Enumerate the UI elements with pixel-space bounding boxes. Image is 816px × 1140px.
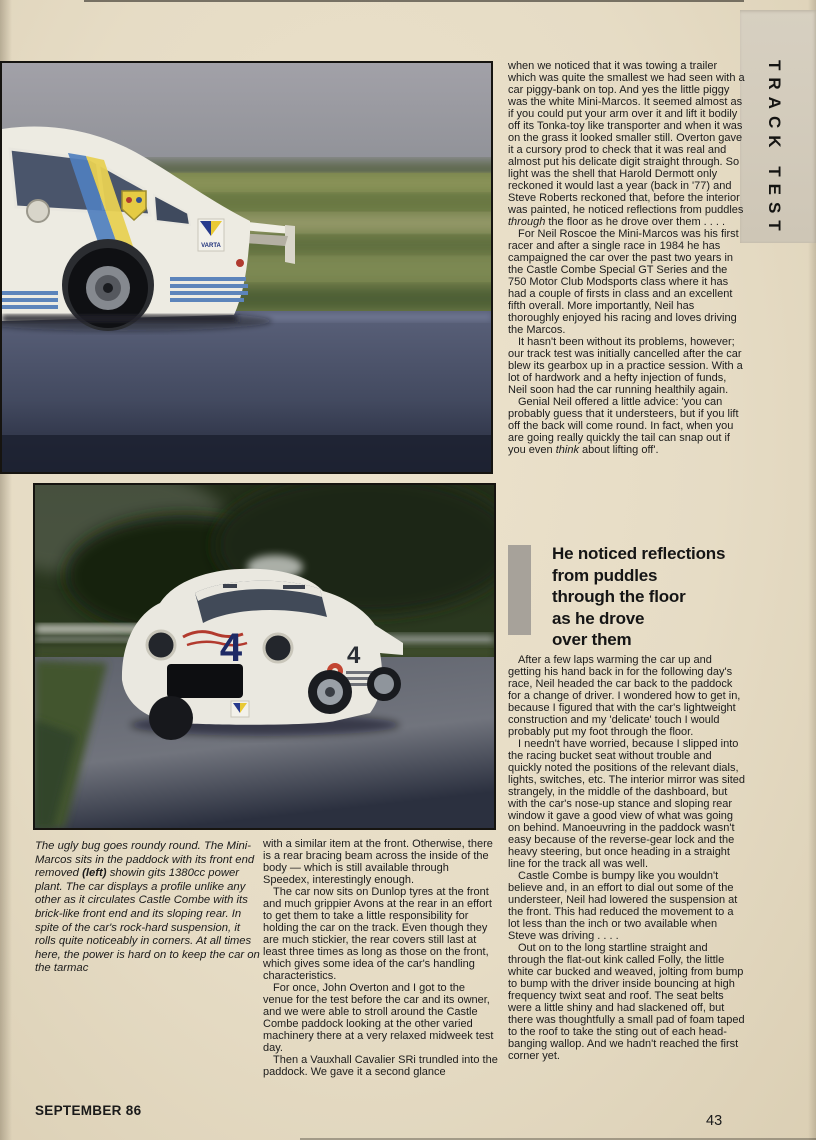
text-segment: The car now sits on Dunlop tyres at the front and much grippier Avons at the rear in an effort to get them to take a little responsibility for holding the car on the track. Even though they are much stickier, the rear covers still last at least three times as long as those on the front, which gives some idea of the car's handling characteristics. [263,886,492,982]
pull-quote-line: as he drove [552,608,645,628]
footer-issue-date: SEPTEMBER 86 [35,1103,142,1118]
text-segment: Castle Combe is bumpy like you wouldn't believe and, in an effort to dial out some of the understeer, Neil had lowered the suspension at the front. This had reduced the movement to a lot less than the inch or two available when Steve was driving . . . . [508,870,738,942]
wing-endplate [285,225,295,264]
text-segment: think [555,444,579,456]
photo-caption [35,840,260,976]
paragraph [508,60,746,228]
text-segment: Then a Vauxhall Cavalier SRi trundled into the paddock. We gave it a second glance [263,1054,498,1078]
pull-quote-line: through the floor [552,587,686,606]
varta-nose-sticker [231,701,249,717]
small-round-sticker [236,259,244,267]
rim-rear-right [374,674,394,694]
paragraph [508,228,746,336]
paragraph [508,870,746,942]
pull-quote-line: from puddles [552,565,658,585]
text-segment: about lifting off'. [578,444,659,456]
page-edge-top [84,0,744,2]
filler-cap [27,200,49,222]
track-test-label: TRACK TEST [765,60,784,238]
hub-front-right [325,687,335,697]
pull-quote-line: over them [552,630,632,649]
paragraph [508,336,746,396]
paragraph [508,738,746,870]
track-shadow-band [2,435,491,472]
text-segment: showin gits 1380cc power plant. The car displays a profile unlike any other as it circulates Castle Combe with its brick-like front end and its sloping rear. In spite of the car's rock-hard suspension, it rolls quite noticeably in corners. At all times here, the power is hard on to keep the car on the tarmac [35,867,260,975]
photo-top-art [2,63,491,472]
hub [103,283,113,293]
text-segment: (left) [82,867,107,880]
paragraph [263,982,498,1054]
badge-detail [126,197,132,203]
pull-quote-line: He noticed reflections [552,544,726,563]
sunstrip-text-mark [223,584,237,588]
text-segment: I needn't have worried, because I slipped into the racing bucket seat without trouble and quickly noted the positions of the relevant dials, lights, switches, etc. The interior mirror was sited strangely, in the middle of the dashboard, but with the car's nose-up stance and sloping rear window it gave a good view of what was going on behind. Manoeuvring in the paddock wasn't easy because of the reverse-gear lock and the heavy steering, but once heading in a straight line for the track all was well. [508,738,745,870]
paragraph [263,886,498,982]
text-segment: with a similar item at the front. Otherwise, there is a rear bracing beam across the inside of the body — which is still available through Speedex, interestingly enough. [263,838,493,886]
right-text-column-bottom [508,654,746,1062]
text-segment: It hasn't been without its problems, however; our track test was initially cancelled after the car blew its gearbox up in a practice session. With a lot of hardwork and a hefty injection of funds, Neil soon had the car running healthily again. [508,336,743,396]
middle-text-column [263,838,498,1078]
right-text-column-top [508,60,746,456]
pull-quote [508,543,748,651]
varta-sticker [198,219,224,251]
racing-number-side: 4 [347,642,361,669]
photo-car-panning [0,61,493,474]
paragraph [263,1054,498,1078]
paragraph [508,654,746,738]
text-segment: the floor as he drove over them . . . . [545,216,726,228]
headlight-left [147,631,175,659]
racing-number-bonnet: 4 [219,626,243,670]
rocker-shadow [2,315,237,322]
paragraph [508,396,746,456]
badge-detail [136,197,142,203]
text-segment: For once, John Overton and I got to the venue for the test before the car and its owner, and we were able to stroll around the Castle Combe paddock looking at the other varied machinery there at a very relaxed midweek test day. [263,982,494,1054]
text-segment: The ugly bug goes roundy round. The Mini-Marcos sits in the paddock with its front end removed [35,840,255,880]
paragraph [263,838,498,886]
text-segment: After a few laps warming the car up and getting his hand back in for the following day's race, Neil headed the car back to the paddock for a change of driver. I wondered how to get in, because I figured that with the car's lightweight construction and my 'delicate' touch I would probably put my foot through the floor. [508,654,741,738]
footer-page-number: 43 [706,1113,723,1129]
text-segment: Out on to the long startline straight and through the flat-out kink called Folly, the little white car bucked and weaved, jolting from bump to bump with the driver inside bouncing at high frequency twixt seat and roof. The seat belts were a little shiny and had slackened off, but there was thoughtfully a small pad of foam taped to the roof to take the sting out of each head-banging wallop. And we hadn't reached the first corner yet. [508,942,745,1062]
pull-quote-text [552,543,725,651]
headlight-right [264,634,292,662]
photo-car-cornering [33,483,496,830]
paragraph [508,942,746,1062]
sunstrip-text-mark [283,585,305,589]
text-segment: Genial Neil offered a little advice: 'you can probably guess that it understeers, but if you lift off the back will come round. In fact, when you are going really quickly the tail can snap out if you even [508,396,739,456]
paragraph [35,840,260,976]
text-segment: when we noticed that it was towing a trailer which was quite the smallest we had seen with a car piggy-bank on top. And yes the little piggy was the white Mini-Marcos. It seemed almost as if you could put your arm over it and lift it bodily off its Tonka-toy like transporter and when it was on the grass it looked smaller still. Overton gave it a cursory prod to check that it was real and almost put his delicate digit straight through. So light was the shell that Harold Dermott only reckoned it would last a year (back in '77) and Steve Roberts reckoned that, before the interior was painted, he noticed reflections from puddles [508,60,745,216]
track-test-tab [740,10,816,243]
wheel-front-left [149,696,193,740]
pull-quote-bar [508,545,531,635]
text-segment: through [508,216,546,228]
photo-bottom-art [35,485,494,828]
text-segment: For Neil Roscoe the Mini-Marcos was his first racer and after a single race in 1984 he has campaigned the car over the past two years in the Castle Combe Special GT Series and the 750 Motor Club Modsports class where it has had a couple of firsts in class and an excellent fifth overall. More importantly, Neil has thoroughly enjoyed his racing and loves driving the Marcos. [508,228,739,336]
varta-text: VARTA [201,243,221,249]
